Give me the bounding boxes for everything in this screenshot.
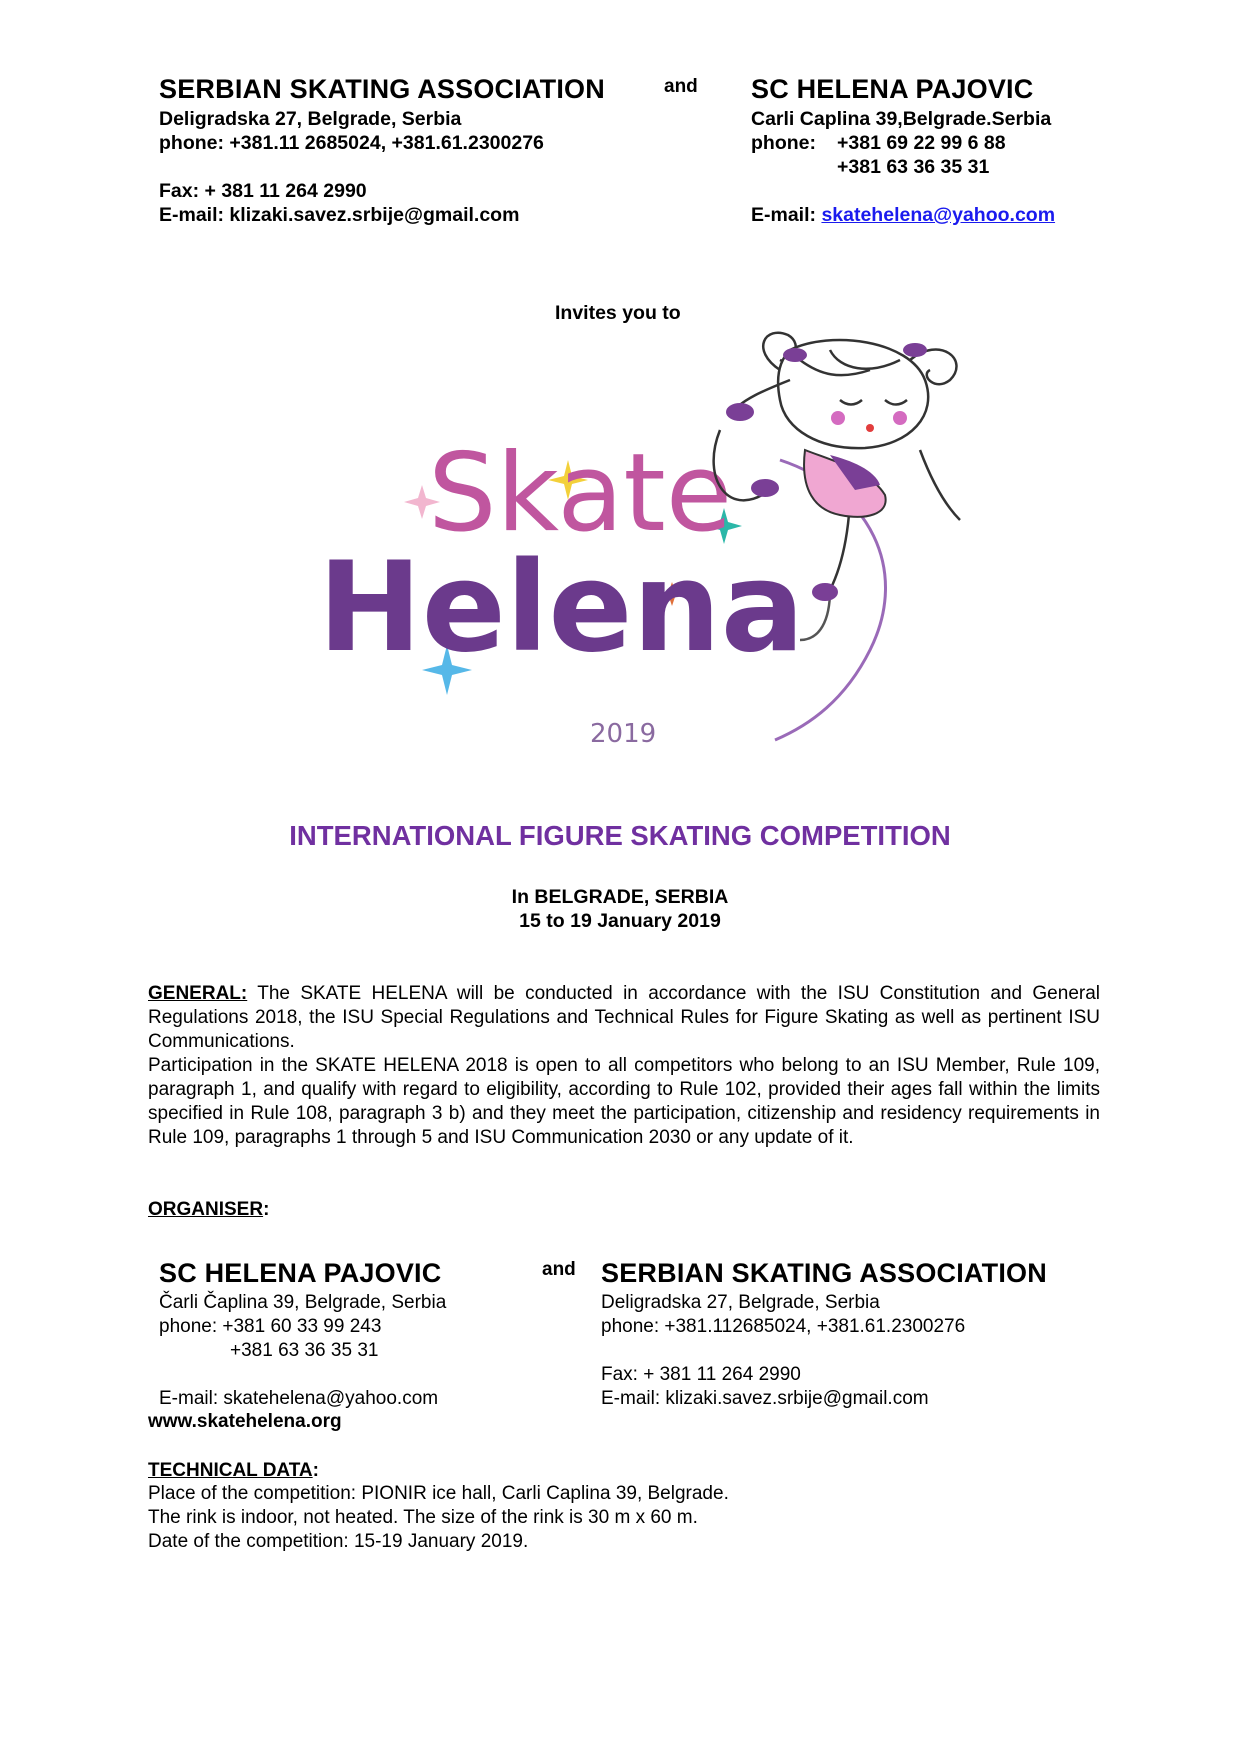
- technical-date: Date of the competition: 15-19 January 2019.: [148, 1531, 529, 1552]
- email-label: E-mail:: [751, 204, 822, 226]
- phone-number: +381 63 36 35 31: [837, 156, 990, 178]
- organiser-colon: :: [263, 1199, 270, 1220]
- general-text: The SKATE HELENA will be conducted in accordance with the ISU Constitution and General Regulations 2018, the ISU Special Regulations and Technical Rules for Figure Skating as well as pertinent ISU Communications.: [148, 983, 1100, 1052]
- organiser-right: [601, 1258, 1047, 1411]
- email-link[interactable]: skatehelena@yahoo.com: [821, 204, 1056, 226]
- organiser-label-text: ORGANISER: [148, 1199, 264, 1220]
- general-section: [148, 982, 1100, 1150]
- competition-title: INTERNATIONAL FIGURE SKATING COMPETITION: [289, 820, 951, 851]
- skate-helena-logo: [310, 320, 990, 800]
- organiser-label: [148, 1199, 269, 1221]
- phone-label: phone:: [751, 132, 816, 154]
- org-name: SERBIAN SKATING ASSOCIATION: [601, 1258, 1047, 1288]
- org-address: Deligradska 27, Belgrade, Serbia: [601, 1292, 880, 1313]
- header-right-org: [751, 74, 1055, 227]
- logo-line2: Helena: [318, 536, 805, 680]
- technical-rink: The rink is indoor, not heated. The size of the rink is 30 m x 60 m.: [148, 1507, 698, 1528]
- org-name: SERBIAN SKATING ASSOCIATION: [159, 74, 605, 104]
- hair-bow-icon: [903, 343, 927, 357]
- technical-colon: :: [312, 1460, 319, 1481]
- skate-boot-icon: [812, 583, 838, 601]
- general-paragraph-2: Participation in the SKATE HELENA 2018 is open to all competitors who belong to an ISU Member, Rule 109, paragraph 1, and qualify with regard to eligibility, according to Rule 102, provided their ages fall within the limits specified in Rule 108, paragraph 3 b) and they meet the participation, citizenship and residency requirements in Rule 109, paragraphs 1 through 5 and ISU Communication 2030 or any update of it.: [148, 1055, 1100, 1148]
- website-link[interactable]: www.skatehelena.org: [148, 1411, 342, 1432]
- and-connector: and: [542, 1259, 576, 1280]
- org-email: E-mail: klizaki.savez.srbije@gmail.com: [159, 204, 520, 226]
- technical-section: [148, 1460, 729, 1554]
- org-phone: [751, 131, 1055, 155]
- org-phone: phone: +381.11 2685024, +381.61.2300276: [159, 132, 544, 154]
- org-email: [751, 203, 1055, 227]
- phone-number: +381 69 22 99 6 88: [837, 132, 1006, 154]
- technical-place: Place of the competition: PIONIR ice hall, Carli Caplina 39, Belgrade.: [148, 1483, 729, 1504]
- logo-line1: Skate: [428, 431, 733, 556]
- dates: 15 to 19 January 2019: [519, 910, 721, 932]
- nose-icon: [866, 424, 874, 432]
- mitten-icon: [751, 479, 779, 497]
- hair-bow-icon: [783, 348, 807, 362]
- technical-label-text: TECHNICAL DATA: [148, 1460, 313, 1481]
- org-email: E-mail: skatehelena@yahoo.com: [159, 1388, 439, 1409]
- org-phone: phone: +381.112685024, +381.61.2300276: [601, 1316, 966, 1337]
- org-fax: Fax: + 381 11 264 2990: [159, 180, 367, 202]
- cheek-icon: [831, 411, 845, 425]
- logo-year: 2019: [590, 719, 657, 749]
- org-address: Deligradska 27, Belgrade, Serbia: [159, 108, 462, 130]
- org-fax: Fax: + 381 11 264 2990: [601, 1364, 801, 1385]
- general-paragraph-1: [148, 982, 1100, 1054]
- organiser-left: [159, 1258, 446, 1411]
- technical-label: [148, 1460, 729, 1482]
- cheek-icon: [893, 411, 907, 425]
- and-connector: and: [664, 76, 698, 97]
- invites-text: Invites you to: [555, 302, 681, 324]
- org-email: E-mail: klizaki.savez.srbije@gmail.com: [601, 1388, 929, 1409]
- org-address: Carli Caplina 39,Belgrade.Serbia: [751, 108, 1052, 130]
- org-phone-2: +381 63 36 35 31: [230, 1340, 379, 1361]
- location: In BELGRADE, SERBIA: [511, 886, 729, 908]
- general-label: GENERAL:: [148, 983, 248, 1004]
- org-phone: phone: +381 60 33 99 243: [159, 1316, 382, 1337]
- mitten-icon: [726, 403, 754, 421]
- org-name: SC HELENA PAJOVIC: [751, 74, 1034, 104]
- org-address: Čarli Čaplina 39, Belgrade, Serbia: [159, 1292, 447, 1313]
- header-left-org: [159, 74, 605, 227]
- org-name: SC HELENA PAJOVIC: [159, 1258, 442, 1288]
